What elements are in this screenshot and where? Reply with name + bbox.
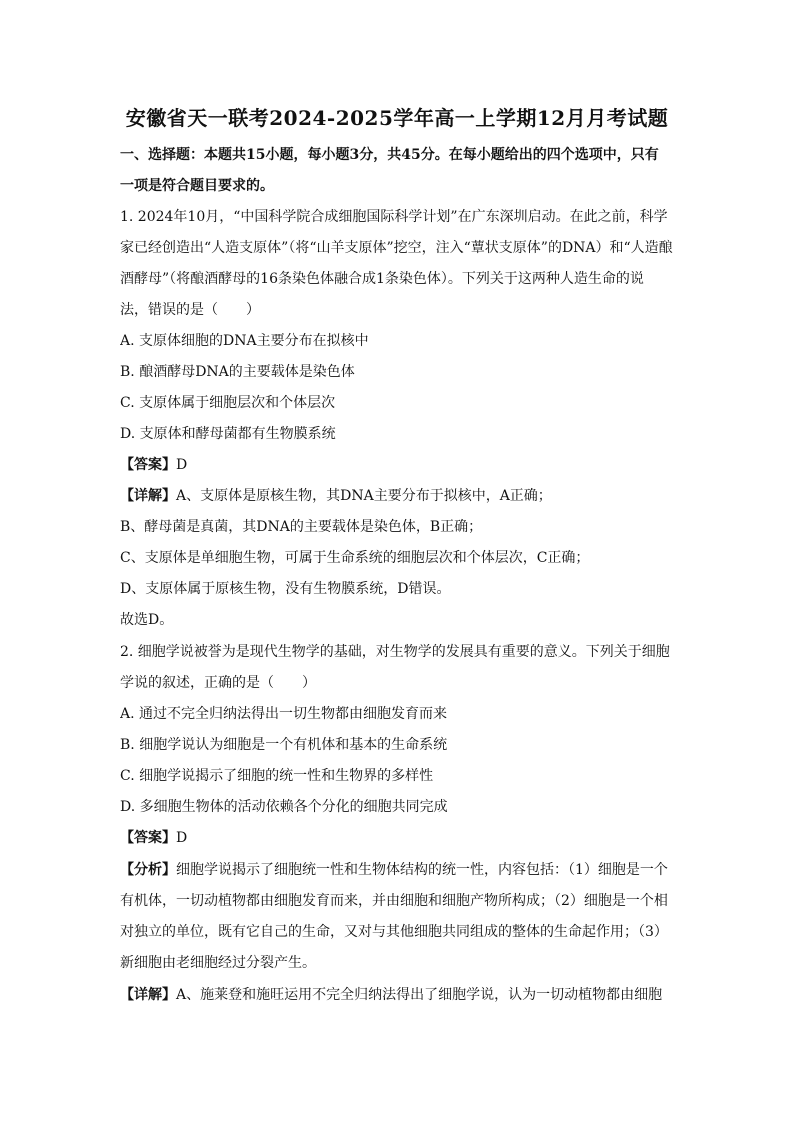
q1-detail-tag: 【详解】: [120, 488, 176, 504]
q1-answer-value: D: [176, 457, 188, 473]
q2-option-d: D. 多细胞生物体的活动依赖各个分化的细胞共同完成: [120, 799, 448, 815]
q2-analysis-text: 细胞学说揭示了细胞统一性和生物体结构的统一性，内容包括：（1）细胞是一个: [176, 862, 668, 878]
document-title: 安徽省天一联考2024-2025学年高一上学期12月月考试题: [125, 106, 669, 130]
q1-option-b: B. 酿酒酵母DNA的主要载体是染色体: [120, 364, 355, 380]
q1-option-d: D. 支原体和酵母菌都有生物膜系统: [120, 426, 336, 442]
q1-option-a: A. 支原体细胞的DNA主要分布在拟核中: [120, 333, 369, 349]
q1-detail-line-2: B、酵母菌是真菌，其DNA的主要载体是染色体，B正确；: [120, 519, 483, 535]
q1-conclusion: 故选D。: [120, 612, 174, 628]
q1-detail-text: A、支原体是原核生物，其DNA主要分布于拟核中，A正确；: [176, 488, 552, 504]
q2-answer-value: D: [176, 830, 188, 846]
section-heading-line-1: 一、选择题：本题共15小题，每小题3分，共45分。在每小题给出的四个选项中，只有: [120, 147, 659, 163]
q2-analysis-line-4: 新细胞由老细胞经过分裂产生。: [120, 955, 316, 971]
q2-analysis-line-3: 对独立的单位，既有它自己的生命，又对与其他细胞共同组成的整体的生命起作用；（3）: [120, 924, 668, 940]
section-heading-line-2: 一项是符合题目要求的。: [120, 178, 274, 194]
q2-analysis-line-2: 有机体，一切动植物都由细胞发育而来，并由细胞和细胞产物所构成；（2）细胞是一个相: [120, 893, 668, 909]
q2-analysis-tag: 【分析】: [120, 862, 176, 878]
q2-option-b: B. 细胞学说认为细胞是一个有机体和基本的生命系统: [120, 737, 448, 753]
q1-option-c: C. 支原体属于细胞层次和个体层次: [120, 395, 336, 411]
q1-detail-line-3: C、支原体是单细胞生物，可属于生命系统的细胞层次和个体层次，C正确；: [120, 550, 590, 566]
q2-answer-tag: 【答案】: [120, 830, 176, 846]
q2-stem-line-2: 学说的叙述，正确的是（ ）: [120, 675, 316, 691]
q1-detail-line-1: [120, 487, 680, 505]
q2-option-a: A. 通过不完全归纳法得出一切生物都由细胞发育而来: [120, 706, 448, 722]
q2-analysis-line-1: [120, 861, 680, 879]
q1-stem-line-1: 1. 2024年10月，“中国科学院合成细胞国际科学计划”在广东深圳启动。在此之前，科学: [120, 209, 668, 225]
q1-stem-line-4: 法，错误的是（ ）: [120, 302, 260, 318]
q1-answer: [120, 456, 680, 474]
q2-stem-line-1: 2. 细胞学说被誉为是现代生物学的基础，对生物学的发展具有重要的意义。下列关于细胞: [120, 644, 670, 660]
q1-stem-line-2: 家已经创造出“人造支原体”（将“山羊支原体”挖空，注入“蕈状支原体”的DNA）和“人造酿: [120, 240, 673, 256]
q2-option-c: C. 细胞学说揭示了细胞的统一性和生物界的多样性: [120, 768, 434, 784]
q1-detail-line-4: D、支原体属于原核生物，没有生物膜系统，D错误。: [120, 581, 451, 597]
q2-detail-text: A、施莱登和施旺运用不完全归纳法得出了细胞学说，认为一切动植物都由细胞: [176, 987, 663, 1003]
q2-detail-line-1: [120, 986, 680, 1004]
q1-stem-line-3: 酒酵母”（将酿酒酵母的16条染色体融合成1条染色体）。下列关于这两种人造生命的说: [120, 271, 644, 287]
q2-detail-tag: 【详解】: [120, 987, 176, 1003]
q1-answer-tag: 【答案】: [120, 457, 176, 473]
q2-answer: [120, 829, 680, 847]
